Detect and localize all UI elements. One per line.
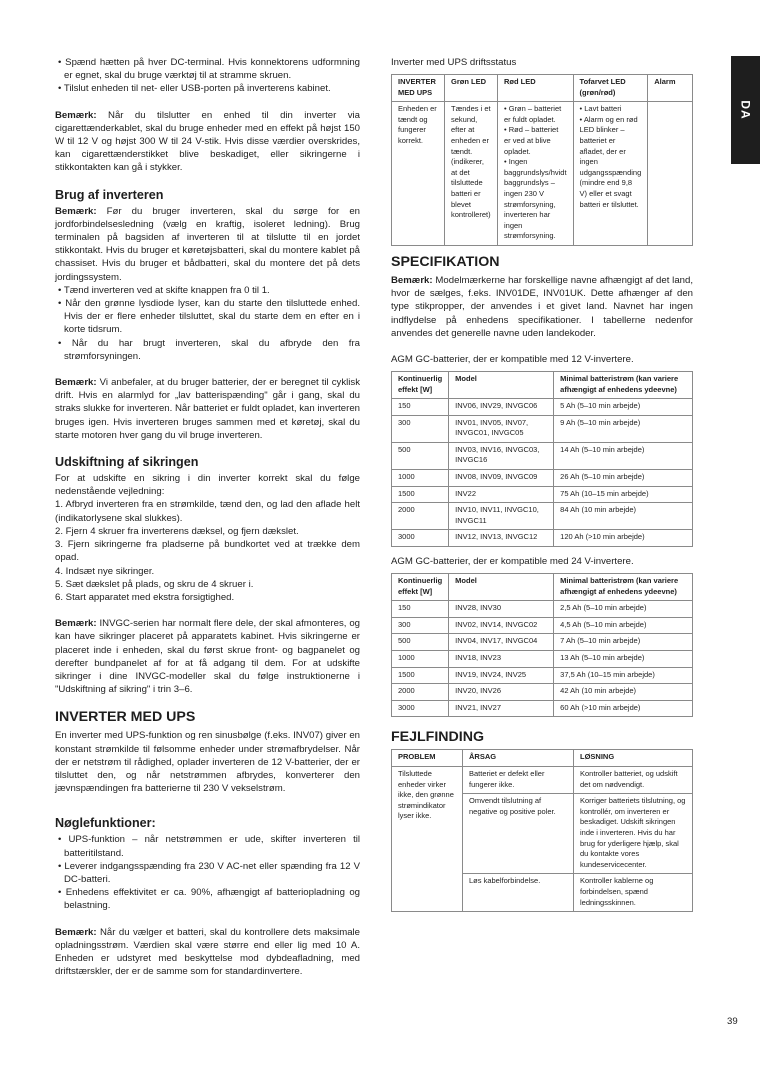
left-column — [55, 56, 360, 978]
table-header: Rød LED — [498, 75, 574, 102]
table-cell: INV01, INV05, INV07, INVGC01, INVGC05 — [449, 415, 554, 442]
table-cell: INV10, INV11, INVGC10, INVGC11 — [449, 503, 554, 530]
note-charging: Bemærk: Når du vælger et batteri, skal du kontrollere dets maksimale opladningsstrøm. Værdien skal være større end eller lig med 10 A. Enheden er udstyret med beskyttelse mod dybdeafladning, med driftstærskler, der er de samme som for standardinvertere. — [55, 926, 360, 978]
table-header: Tofarvet LED (grøn/rød) — [573, 75, 648, 102]
table-cell: 300 — [392, 415, 449, 442]
table-header: Grøn LED — [445, 75, 498, 102]
table-cell: 13 Ah (5–10 min arbejde) — [554, 651, 693, 668]
fuse-step: 5. Sæt dækslet på plads, og skru de 4 skruer i. — [55, 578, 254, 590]
table-cell: 150 — [392, 601, 449, 618]
table-row — [392, 667, 693, 684]
table-cell: 42 Ah (10 min arbejde) — [554, 684, 693, 701]
table-cell: INV08, INV09, INVGC09 — [449, 470, 554, 487]
table-header: Minimal batteristrøm (kan variere afhængigt af enhedens ydeevne) — [554, 371, 693, 398]
table-row — [392, 684, 693, 701]
table-cell: 60 Ah (>10 min arbejde) — [554, 700, 693, 717]
table-cell: 2000 — [392, 503, 449, 530]
table-cell: 3000 — [392, 530, 449, 547]
table-cell: 84 Ah (10 min arbejde) — [554, 503, 693, 530]
table-cell: INV20, INV26 — [449, 684, 554, 701]
note-invgc: Bemærk: INVGC-serien har normalt flere dele, der skal afmonteres, og kan have sikringer placeret på apparatets kabinet. Hvis sikringerne er placeret inde i enheden, skal du først skrue front- og bagpanelet og derefter bundpanelet af for at få adgang til dem. For at udskifte sikringer i dine INVGC-modeller skal du følge instruktionerne i "Udskiftning af sikring" i trin 3–6. — [55, 618, 360, 696]
table-cell: Kontroller batteriet, og udskift det om nødvendigt. — [574, 766, 693, 793]
troubleshooting-table — [391, 749, 693, 912]
table-row — [392, 651, 693, 668]
table-cell: 14 Ah (5–10 min arbejde) — [554, 442, 693, 469]
table-cell: Korriger batteriets tilslutning, og kontrollér, om inverteren er beskadiget. Udskift sikringen inde i inverteren. Hvis du har brug for yderligere hjælp, skal du kontakte vores kundeservicecenter. — [574, 794, 693, 874]
table-cell: 120 Ah (>10 min arbejde) — [554, 530, 693, 547]
table-cell: 26 Ah (5–10 min arbejde) — [554, 470, 693, 487]
table-row — [392, 442, 693, 469]
table-cell: 500 — [392, 634, 449, 651]
table-cell: 300 — [392, 617, 449, 634]
agm24-table — [391, 573, 693, 717]
use-bullet: • Tænd inverteren ved at skifte knappen fra 0 til 1. — [58, 284, 270, 296]
spec-note: Bemærk: Modelmærkerne har forskellige navne afhængigt af det land, hvor de sælges, f.eks. INV01DE, INV01UK. Dette afhænger af den type stikpropper, der anvendes i et givet land. Navnet har ingen indflydelse på enhedens specifikationer. I tabellerne nedenfor anvendes det generelle navne uden landekoder. — [391, 274, 693, 339]
table-row — [392, 634, 693, 651]
section-title-spec: SPECIFIKATION — [391, 253, 500, 270]
table-header-row — [392, 371, 693, 398]
table-cell: 1000 — [392, 651, 449, 668]
table-cell: 2,5 Ah (5–10 min arbejde) — [554, 601, 693, 618]
table-header: Kontinuerlig effekt [W] — [392, 574, 449, 601]
table-cell: Omvendt tilslutning af negative og positive poler. — [463, 794, 574, 874]
table-row — [392, 700, 693, 717]
table-cell: INV19, INV24, INV25 — [449, 667, 554, 684]
table-row — [392, 617, 693, 634]
section-title-ups: INVERTER MED UPS — [55, 709, 196, 726]
table-cell: 2000 — [392, 684, 449, 701]
table-cell: INV06, INV29, INVGC06 — [449, 399, 554, 416]
table-cell: 37,5 Ah (10–15 min arbejde) — [554, 667, 693, 684]
note-cigarette: Bemærk: Når du tilslutter en enhed til din inverter via cigarettænderkablet, skal du bruge enheder med en effekt på højst 150 W til 12 V og højst 300 W til 24 V-stik. Hvis disse værdier overskrides, kan cigarettænderstikket blive beskadiget, eller sikringerne i stikkontakten kan gå i stykker. — [55, 109, 360, 174]
table-cell: INV12, INV13, INVGC12 — [449, 530, 554, 547]
ups-status-table — [391, 74, 693, 246]
table-header-row — [392, 574, 693, 601]
language-tab — [731, 56, 760, 164]
table-header: Model — [449, 371, 554, 398]
table-cell: Kontroller kablerne og forbindelsen, spænd ledningsskinnen. — [574, 874, 693, 912]
table-header: Kontinuerlig effekt [W] — [392, 371, 449, 398]
table-cell: 5 Ah (5–10 min arbejde) — [554, 399, 693, 416]
use-bullet: • Når den grønne lysdiode lyser, kan du starte den tilsluttede enhed. Hvis der er flere enheder tilsluttet, skal du starte dem en efter en i korte tidsrum. — [58, 298, 361, 336]
table-header: PROBLEM — [392, 750, 463, 767]
table-cell: 1000 — [392, 470, 449, 487]
table-row — [392, 601, 693, 618]
agm12-caption: AGM GC-batterier, der er kompatible med 12 V-invertere. — [391, 353, 634, 365]
fuse-step: 3. Fjern sikringerne fra pladserne på bundkortet ved at trække dem opad. — [55, 539, 360, 564]
section-title-fuse: Udskiftning af sikringen — [55, 455, 199, 470]
table-cell: Tændes i et sekund, efter at enheden er tændt. (indikerer, at det tilsluttede batteri er blevet kontrolleret) — [445, 102, 498, 246]
fuse-step: 6. Start apparatet med ekstra forsigtighed. — [55, 591, 235, 603]
fuse-step: 1. Afbryd inverteren fra en strømkilde, tænd den, og lad den aflade helt (indikatorlysene skal slukkes). — [55, 499, 360, 524]
table-cell: INV21, INV27 — [449, 700, 554, 717]
table-row — [392, 399, 693, 416]
agm12-table — [391, 371, 693, 547]
table-cell: 150 — [392, 399, 449, 416]
table-cell: 7 Ah (5–10 min arbejde) — [554, 634, 693, 651]
note-grounding: Bemærk: Før du bruger inverteren, skal du sørge for en jordforbindelsesledning (vælg en kraftig, isoleret ledning). Brug terminalen på bagsiden af inverteren til at tilslutte til en jordet stikkontakt. Hvis du bruger et køretøjsbatteri, skal du montere kablet på chassiset. Hvis du bruger et bådbatteri, skal du montere det på dets jordingssystem. — [55, 205, 360, 283]
table-cell: INV18, INV23 — [449, 651, 554, 668]
table-cell: INV03, INV16, INVGC03, INVGC16 — [449, 442, 554, 469]
table-cell: Enheden er tændt og fungerer korrekt. — [392, 102, 445, 246]
table-header-row — [392, 75, 693, 102]
table-header: LØSNING — [574, 750, 693, 767]
note-battery: Bemærk: Vi anbefaler, at du bruger batterier, der er beregnet til cyklisk drift. Hvis en alarmlyd for „lav batterispænding" går i gang, skal du straks slukke for inverteren. Når batteriet er fuldt opladet, kan inverteren bruges igen. Hvis inverteren bruges sammen med et køretøj, skal du starte motoren hver gang du vil bruge inverteren. — [55, 377, 361, 441]
table-cell: 9 Ah (5–10 min arbejde) — [554, 415, 693, 442]
key-bullet: • Leverer indgangsspænding fra 230 V AC-net eller spænding fra 12 V DC-batteri. — [58, 860, 360, 885]
table-row — [392, 766, 693, 793]
fuse-step: 2. Fjern 4 skruer fra inverterens dæksel, og fjern dækslet. — [55, 525, 299, 537]
table-cell: 1500 — [392, 486, 449, 503]
agm24-caption: AGM GC-batterier, der er kompatible med 24 V-invertere. — [391, 556, 634, 568]
table-row — [392, 486, 693, 503]
table-cell: Batteriet er defekt eller fungerer ikke. — [463, 766, 574, 793]
table-cell: • Grøn – batteriet er fuldt opladet. • Rød – batteriet er ved at blive opladet. • Ingen baggrundslys/hvidt baggrundslys – ingen 230 V strømforsyning, inverteren har ingen strømforsyning. — [498, 102, 574, 246]
page-number: 39 — [727, 1016, 738, 1027]
table-cell: Tilsluttede enheder virker ikke, den grønne strømindikator lyser ikke. — [392, 766, 463, 911]
table-row — [392, 530, 693, 547]
fuse-step: 4. Indsæt nye sikringer. — [55, 565, 155, 577]
table-row — [392, 102, 693, 246]
table-header-row — [392, 750, 693, 767]
fuse-intro: For at udskifte en sikring i din inverter korrekt skal du følge nedenstående vejledning: — [55, 473, 360, 498]
table-cell: • Lavt batteri • Alarm og en rød LED blinker – batteriet er afladet, der er ingen udgangsspænding (mindre end 9,8 V) eller et svagt batteri er tilsluttet. — [573, 102, 648, 246]
table-cell: Løs kabelforbindelse. — [463, 874, 574, 912]
table-cell: INV22 — [449, 486, 554, 503]
table-header: ÅRSAG — [463, 750, 574, 767]
table-header: INVERTER MED UPS — [392, 75, 445, 102]
table-cell: 3000 — [392, 700, 449, 717]
intro-bullet: • Tilslut enheden til net- eller USB-porten på inverterens kabinet. — [58, 83, 331, 95]
table-cell: 4,5 Ah (5–10 min arbejde) — [554, 617, 693, 634]
table-row — [392, 470, 693, 487]
table-row — [392, 415, 693, 442]
section-title-use: Brug af inverteren — [55, 187, 164, 202]
section-title-key-features: Nøglefunktioner: — [55, 816, 156, 831]
ups-status-caption: Inverter med UPS driftsstatus — [391, 57, 517, 68]
table-cell: INV28, INV30 — [449, 601, 554, 618]
right-column — [391, 56, 693, 912]
table-header: Model — [449, 574, 554, 601]
key-bullet: • Enhedens effektivitet er ca. 90%, afhængigt af batteriopladning og belastning. — [58, 887, 360, 912]
use-bullet: • Når du har brugt inverteren, skal du afbryde den fra strømforsyningen. — [58, 337, 360, 362]
section-title-troubleshooting: FEJLFINDING — [391, 729, 485, 746]
table-cell: INV02, INV14, INVGC02 — [449, 617, 554, 634]
language-tab-label: DA — [738, 100, 753, 120]
table-cell: INV04, INV17, INVGC04 — [449, 634, 554, 651]
table-cell — [648, 102, 693, 246]
key-bullet: • UPS-funktion – når netstrømmen er ude, skifter inverteren til batteritilstand. — [58, 834, 361, 859]
ups-description: En inverter med UPS-funktion og ren sinusbølge (f.eks. INV07) giver en konstant strømkilde til følsomme enheder under strømafbrydelser. Når der er netstrøm til rådighed, oplader inverteren de 12 V-batterier, der er tilsluttet den, og når netstrømmen afbrydes, konverterer den jævnspændingen fra batterierne til 230 V vekselstrøm. — [55, 730, 360, 795]
table-row — [392, 503, 693, 530]
intro-bullet: • Spænd hætten på hver DC-terminal. Hvis konnektorens udformning er egnet, skal du bruge værktøj til at stramme skruen. — [58, 57, 361, 82]
table-header: Alarm — [648, 75, 693, 102]
table-header: Minimal batteristrøm (kan variere afhængigt af enhedens ydeevne) — [554, 574, 693, 601]
table-cell: 500 — [392, 442, 449, 469]
table-cell: 75 Ah (10–15 min arbejde) — [554, 486, 693, 503]
table-cell: 1500 — [392, 667, 449, 684]
